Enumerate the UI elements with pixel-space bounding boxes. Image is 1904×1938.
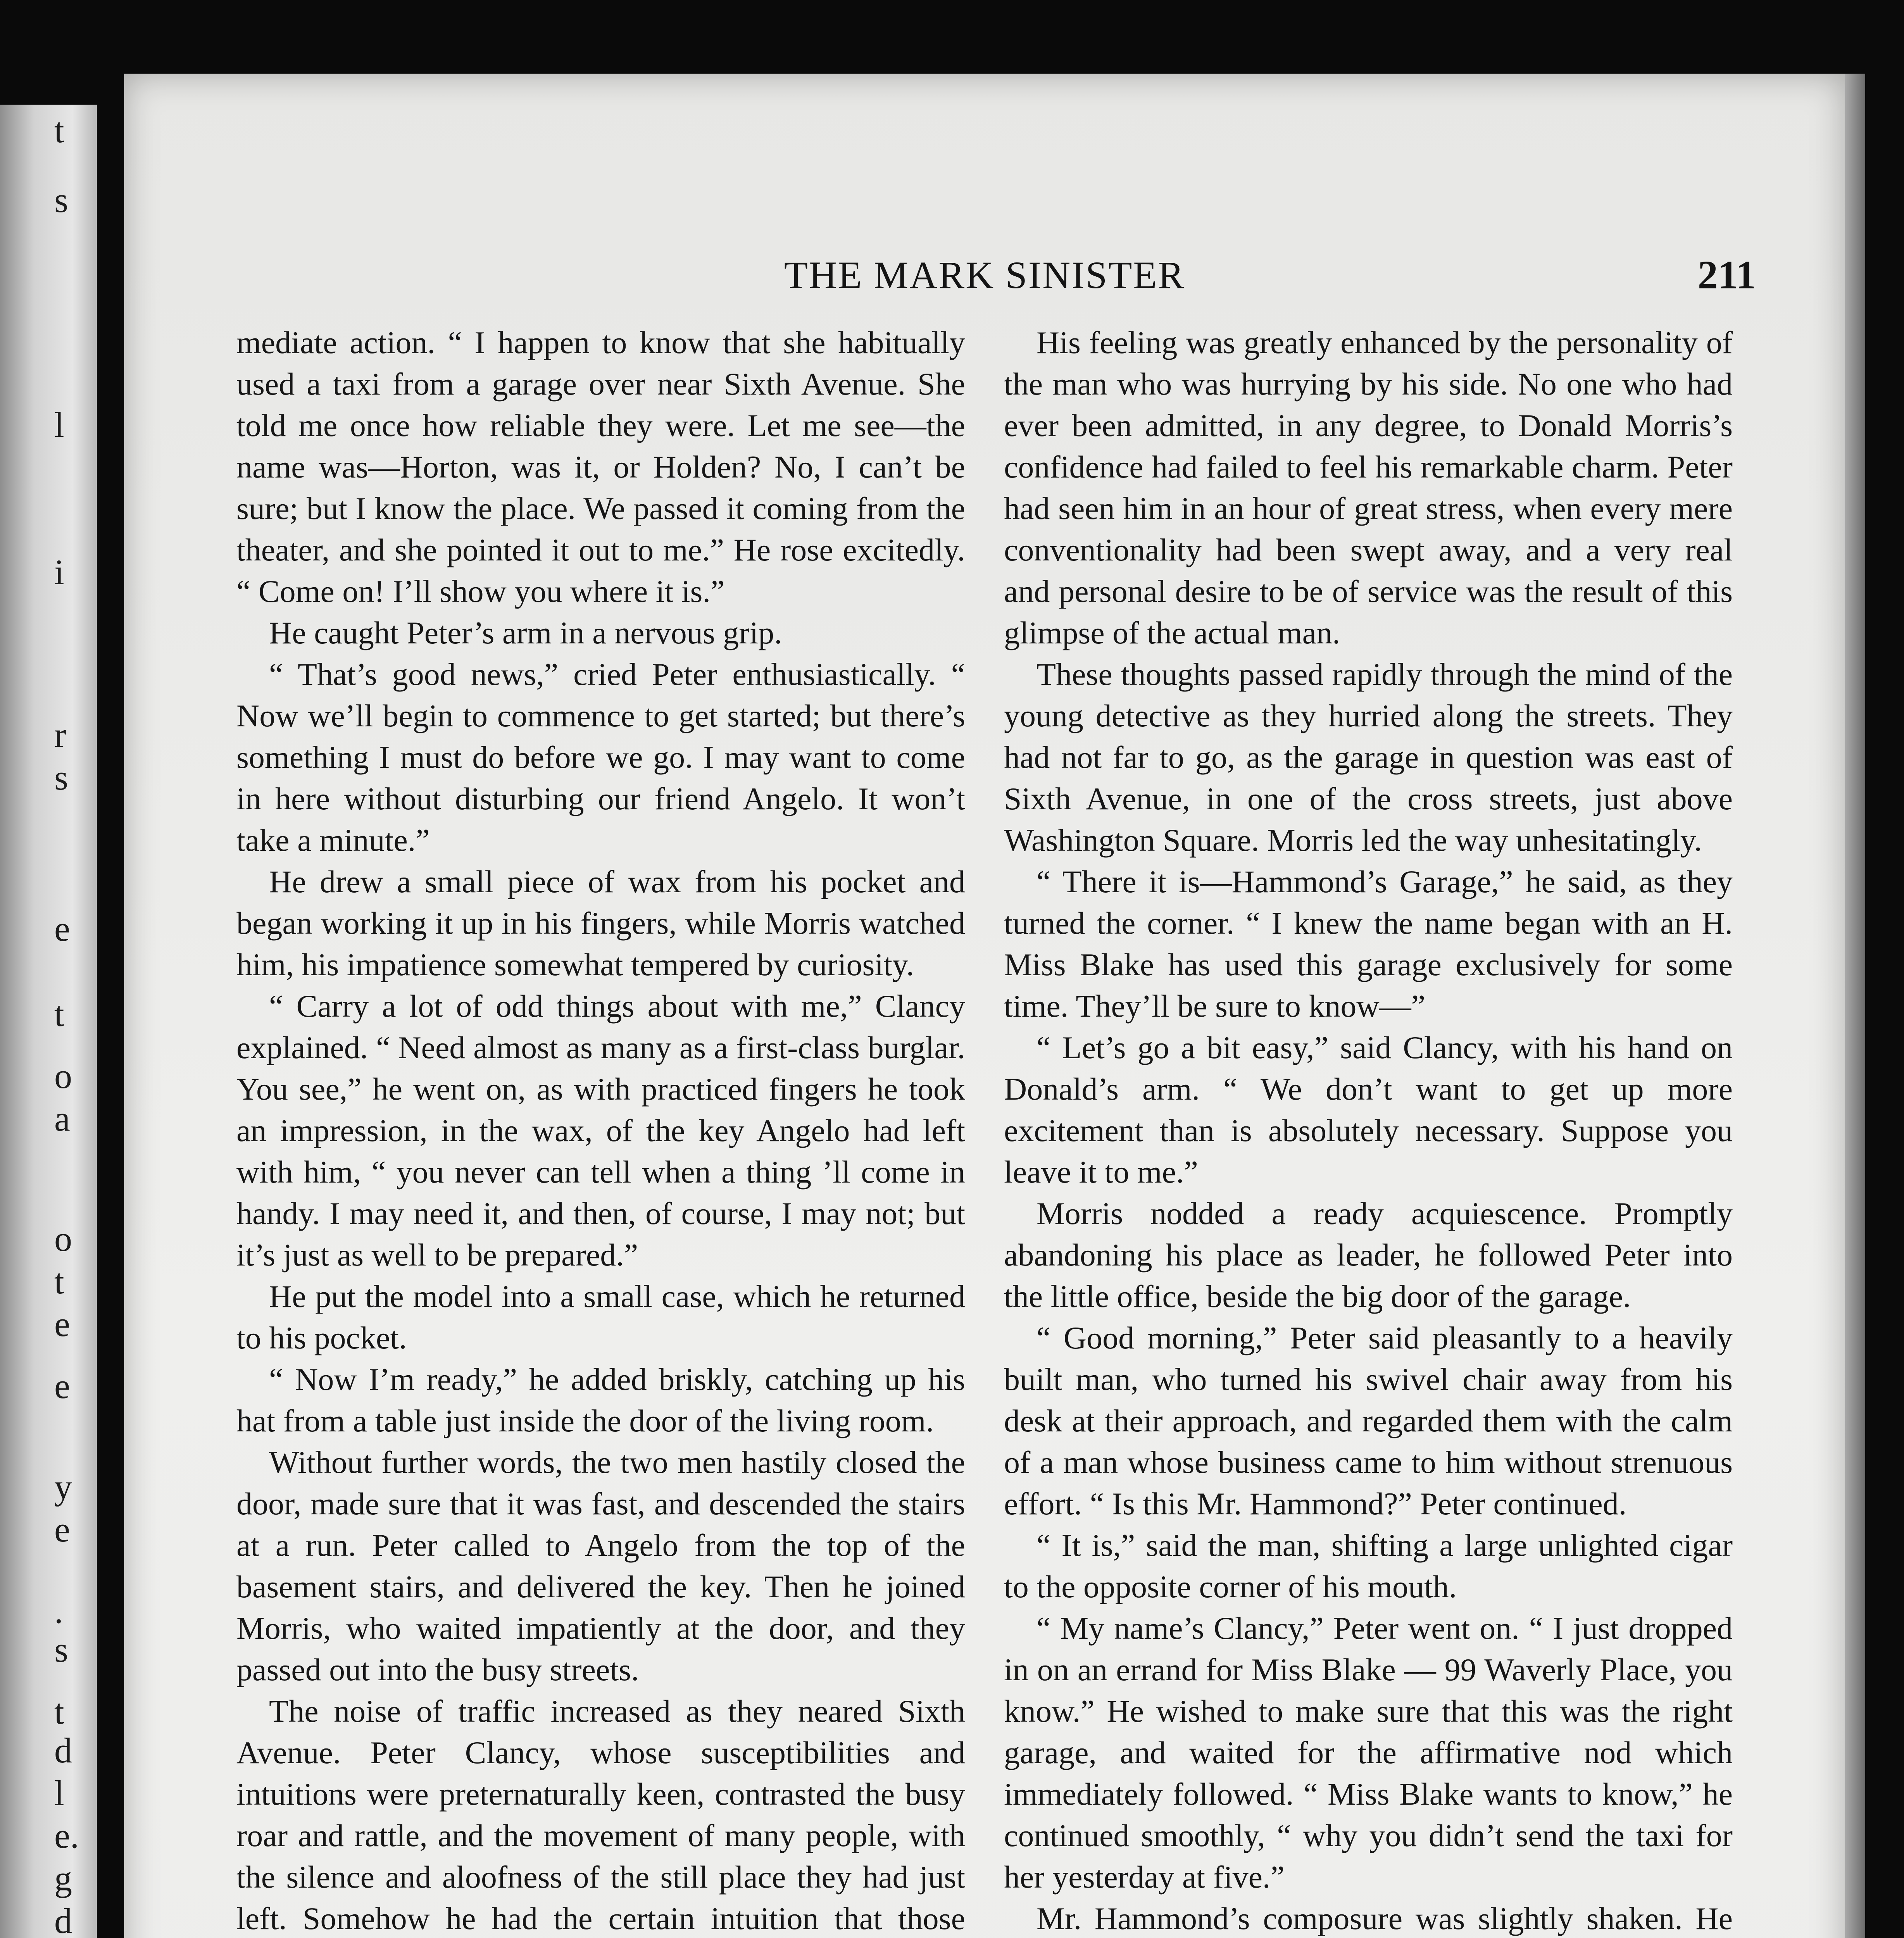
paragraph: These thoughts passed rapidly through the mind of the young detective as they hurried along the streets. They had not far to go, as the garage in question was east of Sixth Avenue, in one of the cross streets, just above Washington Square. Morris led the way unhesitatingly.: [1004, 657, 1733, 858]
edge-char: s: [54, 180, 68, 220]
paragraph: He drew a small piece of wax from his pocket and began working it up in his fingers, while Morris watched him, his impatience somewhat tempered by curiosity.: [236, 864, 965, 982]
edge-char: t: [54, 994, 64, 1034]
paragraph: “ My name’s Clancy,” Peter went on. “ I just dropped in on an errand for Miss Blake — 99 Waverly Place, you know.” He wished to make sure that this was the right garage, and waited for the affirmative nod which immediately followed. “ Miss Blake wants to know,” he continued smoothly, “ why you didn’t send the taxi for her yesterday at five.”: [1004, 1610, 1733, 1895]
edge-char: e: [54, 1510, 70, 1549]
edge-char: t: [54, 1262, 64, 1301]
paragraph: The noise of traffic increased as they neared Sixth Avenue. Peter Clancy, whose susceptibilities and intuitions were preternaturally keen, contrasted the busy roar and rattle, and the movement of many people, with the silence and aloofness of the still place they had just left. Somehow he had the certain intuition that those: [236, 1693, 965, 1936]
paragraph: mediate action. “ I happen to know that she habitually used a taxi from a garage over near Sixth Avenue. She told me once how reliable they were. Let me see—the name was—Horton, was it, or Holden? No, I can’t be sure; but I know the place. We passed it coming from the theater, and she pointed it out to me.” He rose excitedly. “ Come on! I’ll show you where it is.”: [236, 325, 965, 609]
edge-char: g: [54, 1859, 72, 1898]
paragraph: “ There it is—Hammond’s Garage,” he said, as they turned the corner. “ I knew the name began with an H. Miss Blake has used this garage exclusively for some time. They’ll be sure to know—”: [1004, 864, 1733, 1024]
paragraph: “ Now I’m ready,” he added briskly, catching up his hat from a table just inside the door of the living room.: [236, 1362, 965, 1438]
edge-char: o: [54, 1056, 72, 1096]
paragraph: Without further words, the two men hastily closed the door, made sure that it was fast, and descended the stairs at a run. Peter called to Angelo from the top of the basement stairs, and delivered the key. Then he joined Morris, who waited impatiently at the door, and they passed out into the busy streets.: [236, 1445, 965, 1687]
edge-char: l: [54, 1773, 64, 1813]
paragraph: “ Let’s go a bit easy,” said Clancy, with his hand on Donald’s arm. “ We don’t want to get up more excitement than is absolutely necessary. Suppose you leave it to me.”: [1004, 1030, 1733, 1190]
page-number: 211: [1697, 253, 1756, 297]
edge-char: d: [54, 1901, 72, 1938]
paragraph: “ Carry a lot of odd things about with me,” Clancy explained. “ Need almost as many as a first-class burglar. You see,” he went on, as with practiced fingers he took an impression, in the wax, of the key Angelo had left with him, “ you never can tell when a thing ’ll come in handy. I may need it, and then, of course, I may not; but it’s just as well to be prepared.”: [236, 988, 965, 1272]
edge-char: t: [54, 110, 64, 150]
edge-char: e: [54, 1366, 70, 1406]
paragraph: “ Good morning,” Peter said pleasantly to a heavily built man, who turned his swivel chair away from his desk at their approach, and regarded them with the calm of a man whose business came to him without strenuous effort. “ Is this Mr. Hammond?” Peter continued.: [1004, 1320, 1733, 1521]
page-header: [124, 244, 1845, 306]
edge-char: i: [54, 552, 64, 592]
book-page: [124, 74, 1845, 1938]
edge-char: e: [54, 909, 70, 948]
edge-char: d: [54, 1731, 72, 1770]
edge-char: l: [54, 405, 64, 445]
edge-char: e.: [54, 1816, 79, 1855]
edge-char: y: [54, 1467, 72, 1507]
right-text-column: [1004, 322, 1733, 1938]
edge-char: a: [54, 1099, 70, 1138]
paragraph: Morris nodded a ready acquiescence. Promptly abandoning his place as leader, he followed Peter into the little office, beside the big door of the garage.: [1004, 1196, 1733, 1314]
running-title: THE MARK SINISTER: [784, 253, 1185, 297]
facing-page-edge: [0, 105, 97, 1938]
edge-char: t: [54, 1692, 64, 1731]
paragraph: Mr. Hammond’s composure was slightly shaken. He: [1037, 1901, 1733, 1936]
paragraph: He put the model into a small case, which he returned to his pocket.: [236, 1279, 965, 1355]
edge-char: s: [54, 758, 68, 797]
edge-char: s: [54, 1630, 68, 1669]
edge-char: o: [54, 1219, 72, 1259]
edge-char: e: [54, 1304, 70, 1344]
paragraph: His feeling was greatly enhanced by the personality of the man who was hurrying by his side. No one who had ever been admitted, in any degree, to Donald Morris’s confidence had failed to feel his remarkable charm. Peter had seen him in an hour of great stress, when every mere conventionality had been swept away, and a very real and personal desire to be of service was the result of this glimpse of the actual man.: [1004, 325, 1733, 650]
page-binding-shadow: [1845, 74, 1865, 1938]
paragraph: “ It is,” said the man, shifting a large unlighted cigar to the opposite corner of his mouth.: [1004, 1528, 1733, 1604]
paragraph: “ That’s good news,” cried Peter enthusiastically. “ Now we’ll begin to commence to get started; but there’s something I must do before we go. I may want to come in here without disturbing our friend Angelo. It won’t take a minute.”: [236, 657, 965, 858]
left-text-column: [236, 322, 965, 1938]
paragraph: He caught Peter’s arm in a nervous grip.: [269, 615, 782, 650]
edge-char: r: [54, 715, 66, 755]
edge-char: .: [54, 1591, 63, 1631]
